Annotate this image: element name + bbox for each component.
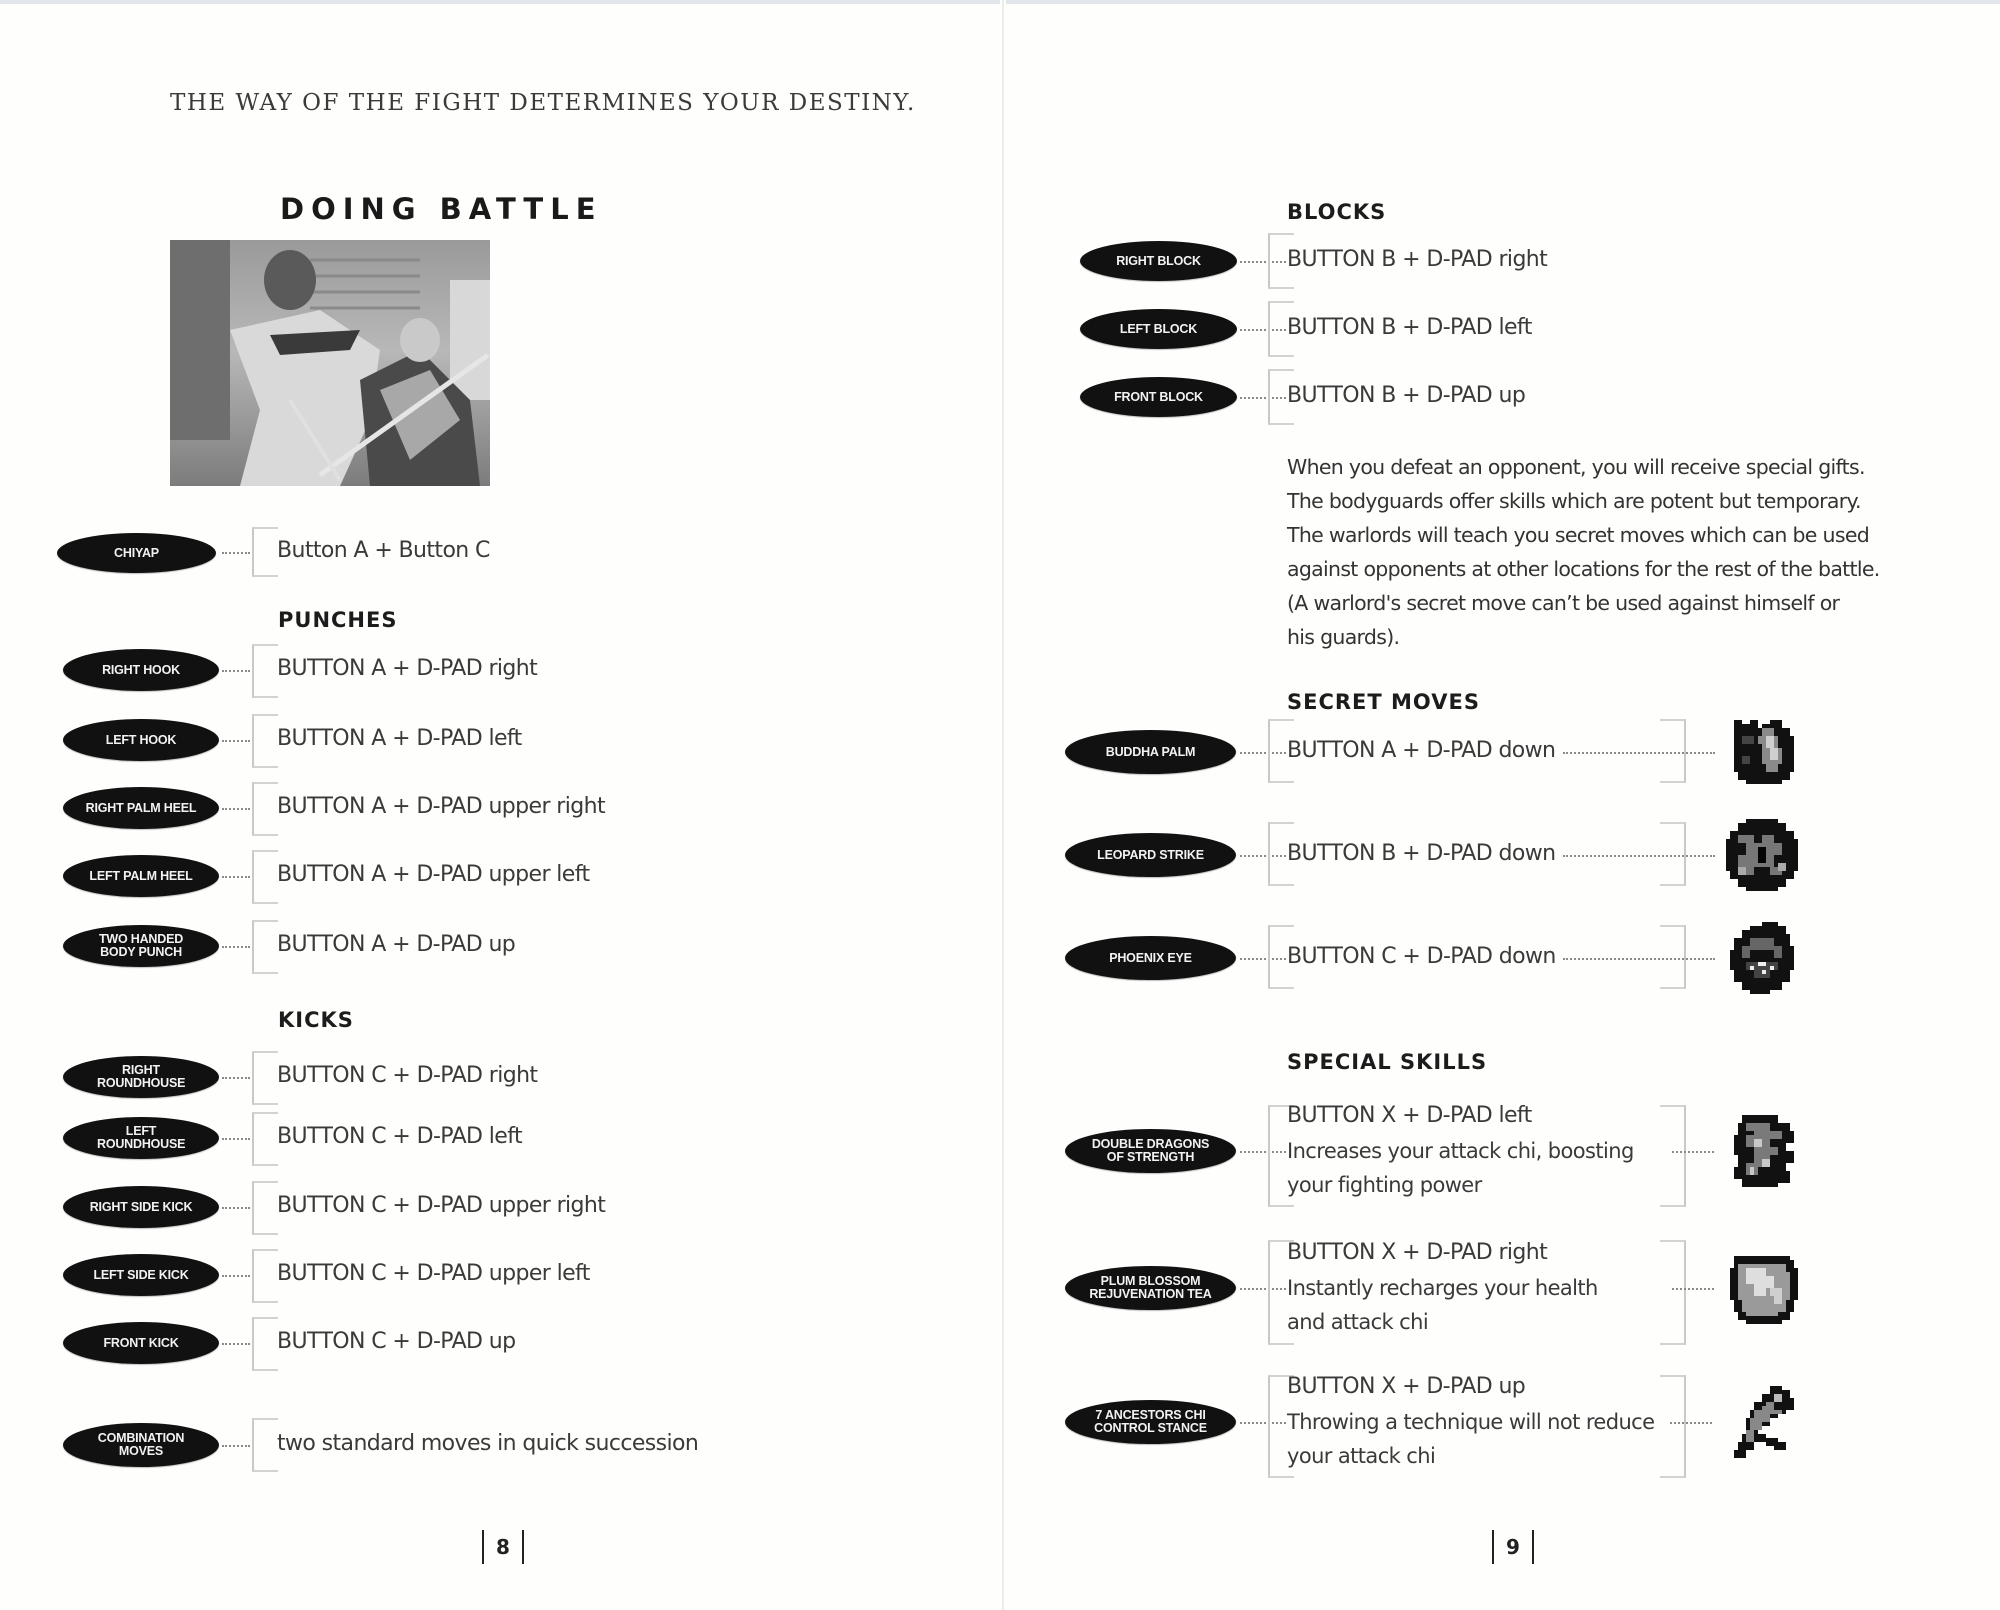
- bracket: [1660, 822, 1686, 886]
- skill-description-line: your fighting power: [1287, 1173, 1482, 1197]
- leader-dots: [222, 808, 250, 810]
- oval-label: BUDDHA PALM: [1105, 744, 1196, 759]
- move-command: BUTTON C + D-PAD upper right: [277, 1193, 606, 1218]
- section-heading-blocks: BLOCKS: [1287, 200, 1387, 224]
- page-number-left: [470, 1528, 536, 1566]
- leader-dots: [222, 1343, 250, 1345]
- bracket: [1660, 925, 1686, 989]
- leader-dots: [222, 670, 250, 672]
- oval-label: COMBINATION MOVES: [97, 1431, 185, 1458]
- top-edge-shadow: [0, 0, 1000, 4]
- skill-oval-plum-blossom-rejuvenation-tea: [1065, 1266, 1236, 1310]
- buddha-palm-icon: [1722, 712, 1802, 792]
- leader-dots: [1672, 1288, 1714, 1290]
- skill-description-line: Increases your attack chi, boosting: [1287, 1139, 1634, 1163]
- oval-label: PHOENIX EYE: [1109, 950, 1192, 965]
- move-command: BUTTON A + D-PAD up: [277, 932, 516, 957]
- skill-oval-7-ancestors-chi-control-stance: [1065, 1400, 1236, 1444]
- bracket: [252, 782, 278, 836]
- move-oval-combination: [63, 1423, 219, 1467]
- paragraph-line: When you defeat an opponent, you will receive special gifts.: [1287, 455, 1865, 479]
- leader-dots: [222, 1275, 250, 1277]
- bracket: [252, 920, 278, 974]
- move-command: BUTTON C + D-PAD down: [1287, 944, 1556, 969]
- move-oval-two-handed-body-punch: [63, 925, 219, 967]
- move-command: BUTTON A + D-PAD down: [1287, 738, 1556, 763]
- bracket: [252, 1112, 278, 1166]
- move-oval-left-side-kick: [63, 1254, 219, 1296]
- bracket: [252, 1249, 278, 1303]
- bracket: [252, 714, 278, 768]
- move-command: BUTTON A + D-PAD upper left: [277, 862, 590, 887]
- oval-label: LEFT PALM HEEL: [89, 868, 193, 883]
- page-number-bar: [1532, 1530, 1534, 1564]
- leader-dots: [1563, 855, 1715, 857]
- gifts-paragraph: [1287, 450, 1937, 654]
- move-command: BUTTON B + D-PAD up: [1287, 383, 1526, 408]
- move-command-combination: two standard moves in quick succession: [277, 1431, 699, 1456]
- oval-label: RIGHT PALM HEEL: [85, 800, 197, 815]
- move-command-chiyap: Button A + Button C: [277, 538, 490, 563]
- oval-label: RIGHT SIDE KICK: [89, 1199, 193, 1214]
- bracket: [1660, 719, 1686, 783]
- move-oval-right-roundhouse: [63, 1056, 219, 1098]
- paragraph-line: his guards).: [1287, 625, 1400, 649]
- move-oval-front-block: [1080, 377, 1237, 417]
- move-command: BUTTON B + D-PAD left: [1287, 315, 1532, 340]
- move-oval-right-hook: [63, 649, 219, 691]
- oval-label: RIGHT BLOCK: [1116, 253, 1201, 268]
- move-command: BUTTON A + D-PAD left: [277, 726, 522, 751]
- fighter-stance-icon: [1722, 1382, 1802, 1462]
- tea-cup-icon: [1722, 1248, 1802, 1328]
- bracket: [252, 527, 278, 577]
- oval-label: TWO HANDED BODY PUNCH: [98, 932, 184, 959]
- move-command: BUTTON A + D-PAD right: [277, 656, 538, 681]
- top-edge-shadow: [1006, 0, 2000, 4]
- oval-label: FRONT BLOCK: [1114, 389, 1203, 404]
- section-title: DOING BATTLE: [280, 192, 603, 226]
- move-oval-left-roundhouse: [63, 1117, 219, 1159]
- skill-command: BUTTON X + D-PAD right: [1287, 1240, 1548, 1265]
- skill-description-line: your attack chi: [1287, 1444, 1436, 1468]
- leader-dots: [222, 1445, 250, 1447]
- move-command: BUTTON A + D-PAD upper right: [277, 794, 605, 819]
- leader-dots: [222, 1138, 250, 1140]
- skill-command: BUTTON X + D-PAD up: [1287, 1374, 1526, 1399]
- oval-label: RIGHT HOOK: [102, 662, 180, 677]
- page-number: 9: [1506, 1535, 1520, 1559]
- oval-label: LEFT SIDE KICK: [93, 1267, 189, 1282]
- paragraph-line: (A warlord's secret move can’t be used against himself or: [1287, 591, 1840, 615]
- leader-dots: [1672, 1151, 1714, 1153]
- page-number: 8: [496, 1535, 510, 1559]
- leader-dots: [222, 552, 250, 554]
- bracket: [252, 1051, 278, 1105]
- move-command: BUTTON C + D-PAD upper left: [277, 1261, 590, 1286]
- move-command: BUTTON C + D-PAD up: [277, 1329, 516, 1354]
- move-oval-left-block: [1080, 309, 1237, 349]
- move-command: BUTTON C + D-PAD right: [277, 1063, 538, 1088]
- paragraph-line: The bodyguards offer skills which are potent but temporary.: [1287, 489, 1861, 513]
- move-command: BUTTON B + D-PAD down: [1287, 841, 1556, 866]
- oval-label: RIGHT ROUNDHOUSE: [97, 1063, 186, 1090]
- skill-description-line: Throwing a technique will not reduce: [1287, 1410, 1655, 1434]
- skill-description-line: and attack chi: [1287, 1310, 1429, 1334]
- move-oval-right-block: [1080, 241, 1237, 281]
- section-heading-secret-moves: SECRET MOVES: [1287, 690, 1480, 714]
- skill-oval-double-dragons-of-strength: [1065, 1129, 1236, 1173]
- leopard-strike-icon: [1722, 815, 1802, 895]
- move-oval-leopard-strike: [1065, 833, 1236, 877]
- bracket: [252, 850, 278, 904]
- oval-label: PLUM BLOSSOM REJUVENATION TEA: [1089, 1274, 1212, 1301]
- leader-dots: [222, 1077, 250, 1079]
- move-oval-right-side-kick: [63, 1186, 219, 1228]
- page-number-right: [1480, 1528, 1546, 1566]
- move-oval-phoenix-eye: [1065, 936, 1236, 980]
- dragon-icon: [1722, 1111, 1802, 1191]
- page-number-bar: [482, 1530, 484, 1564]
- leader-dots: [222, 946, 250, 948]
- move-oval-left-hook: [63, 719, 219, 761]
- leader-dots: [222, 740, 250, 742]
- paragraph-line: against opponents at other locations for the rest of the battle.: [1287, 557, 1880, 581]
- bracket: [1660, 1375, 1686, 1478]
- move-oval-chiyap: CHIYAP: [57, 533, 216, 573]
- move-oval-right-palm-heel: [63, 787, 219, 829]
- page-spine: [1002, 0, 1004, 1610]
- leader-dots: [222, 876, 250, 878]
- move-command: BUTTON C + D-PAD left: [277, 1124, 522, 1149]
- section-heading-punches: PUNCHES: [278, 608, 398, 632]
- bracket: [252, 1317, 278, 1371]
- oval-label: FRONT KICK: [103, 1335, 179, 1350]
- phoenix-eye-icon: [1722, 918, 1802, 998]
- leader-dots: [1670, 1422, 1712, 1424]
- skill-description-line: Instantly recharges your health: [1287, 1276, 1598, 1300]
- oval-label: DOUBLE DRAGONS OF STRENGTH: [1091, 1137, 1210, 1164]
- skill-command: BUTTON X + D-PAD left: [1287, 1103, 1532, 1128]
- page-headline: THE WAY OF THE FIGHT DETERMINES YOUR DESTINY.: [170, 90, 916, 116]
- oval-label: LEFT BLOCK: [1119, 321, 1198, 336]
- paragraph-line: The warlords will teach you secret moves which can be used: [1287, 523, 1870, 547]
- oval-label: 7 ANCESTORS CHI CONTROL STANCE: [1094, 1408, 1207, 1435]
- leader-dots: [1563, 958, 1715, 960]
- bracket: [252, 1418, 278, 1472]
- move-oval-left-palm-heel: [63, 855, 219, 897]
- bracket: [252, 644, 278, 698]
- oval-label: LEOPARD STRIKE: [1097, 847, 1204, 862]
- page-number-bar: [522, 1530, 524, 1564]
- leader-dots: [1563, 752, 1715, 754]
- fight-photo: [170, 240, 490, 486]
- section-heading-kicks: KICKS: [278, 1008, 354, 1032]
- oval-label: LEFT HOOK: [105, 732, 177, 747]
- martial-arts-photo-graphic: [170, 240, 490, 486]
- leader-dots: [222, 1207, 250, 1209]
- move-oval-front-kick: [63, 1322, 219, 1364]
- bracket: [1660, 1105, 1686, 1207]
- bracket: [252, 1181, 278, 1235]
- move-command: BUTTON B + D-PAD right: [1287, 247, 1548, 272]
- page-number-bar: [1492, 1530, 1494, 1564]
- section-heading-special-skills: SPECIAL SKILLS: [1287, 1050, 1488, 1074]
- oval-label: LEFT ROUNDHOUSE: [97, 1124, 186, 1151]
- move-oval-buddha-palm: [1065, 730, 1236, 774]
- bracket: [1660, 1240, 1686, 1345]
